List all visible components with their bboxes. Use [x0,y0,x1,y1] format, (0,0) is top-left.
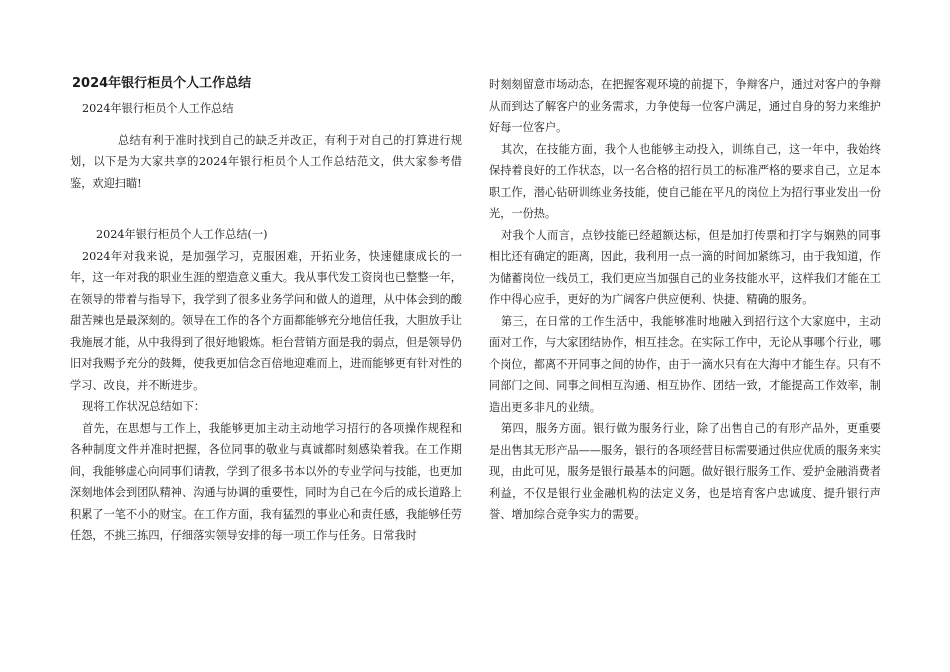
document-title: 2024年银行柜员个人工作总结 [72,76,252,91]
body-paragraph: 现将工作状况总结如下： [82,400,206,413]
left-column [70,74,462,547]
body-paragraph: 第三，在日常的工作生活中，我能够准时地融入到招行这个大家庭中，主动面对工作，与大家团结协作，相互挂念。在实际工作中，无论从事哪个行业，哪个岗位，都离不开同事之间的协作，由于一滴水只有在大海中才能生存。只有不同部门之间、同事之间相互沟通、相互协作、团结一致，才能提高工作效率，制造出更多非凡的业绩。 [489,314,881,414]
body-paragraph: 时刻刻留意市场动态，在把握客观环境的前提下，争辩客户，通过对客户的争辩从而到达了解客户的业务需求，力争使每一位客户满足，通过自身的努力来维护好每一位客户。 [489,78,881,134]
spacer [70,194,462,224]
body-paragraph: 首先，在思想与工作上，我能够更加主动主动地学习招行的各项操作规程和各种制度文件并准时把握，各位同事的敬业与真诚都时刻感染着我。在工作期间，我能够虚心向同事们请教，学到了很多书本以外的专业学问与技能，也更加深刻地体会到团队精神、沟通与协调的重要性，同时为自己在今后的成长道路上积累了一笔不小的财宝。在工作方面，我有猛烈的事业心和责任感，我能够任劳任怨，不挑三拣四，仔细落实领导安排的每一项工作与任务。日常我时 [70,421,462,542]
body-paragraph: 其次，在技能方面，我个人也能够主动投入，训练自己，这一年中，我始终保持着良好的工作状态，以一名合格的招行员工的标准严格的要求自己，立足本职工作，潜心钻研训练业务技能，使自己能在平凡的岗位上为招行事业发出一份光，一份热。 [489,142,881,220]
document-subtitle: 2024年银行柜员个人工作总结 [82,102,234,115]
right-column [489,74,881,526]
body-paragraph: 对我个人而言，点钞技能已经超额达标，但是加打传票和打字与娴熟的同事相比还有确定的距离，因此，我利用一点一滴的时间加紧练习，由于我知道，作为储蓄岗位一线员工，我们更应当加强自己的业务技能水平，这样我们才能在工作中得心应手，更好的为广阔客户供应便利、快捷、精确的服务。 [489,228,881,306]
intro-paragraph: 总结有利于准时找到自己的缺乏并改正，有利于对自己的打算进行规划，以下是为大家共享的2024年银行柜员个人工作总结范文，供大家参考借鉴，欢迎扫瞄! [70,133,462,190]
body-paragraph: 2024年对我来说，是加强学习，克服困难，开拓业务，快速健康成长的一年，这一年对我的职业生涯的塑造意义重大。我从事代发工资岗也已整整一年，在领导的带着与指导下，我学到了很多业务学问和做人的道理，从中体会到的酸甜苦辣也是最深刻的。领导在工作的各个方面都能够充分地信任我，大胆放手让我施展才能，从中我得到了很好地锻炼。柜台营销方面是我的弱点，但是领导仍旧对我赐予充分的鼓舞，使我更加信念百倍地迎难而上，进而能够更有针对性的学习、改良，并不断进步。 [70,249,462,392]
body-paragraph: 第四，服务方面。银行做为服务行业，除了出售自己的有形产品外，更重要是出售其无形产品——服务，银行的各项经营目标需要通过供应优质的服务来实现，由此可见，服务是银行最基本的问题。做好银行服务工作、爱护金融消费者利益，不仅是银行业金融机构的法定义务，也是培育客户忠诚度、提升银行声誉、增加综合竞争实力的需要。 [489,422,881,521]
section-title: 2024年银行柜员个人工作总结(一) [96,228,268,241]
